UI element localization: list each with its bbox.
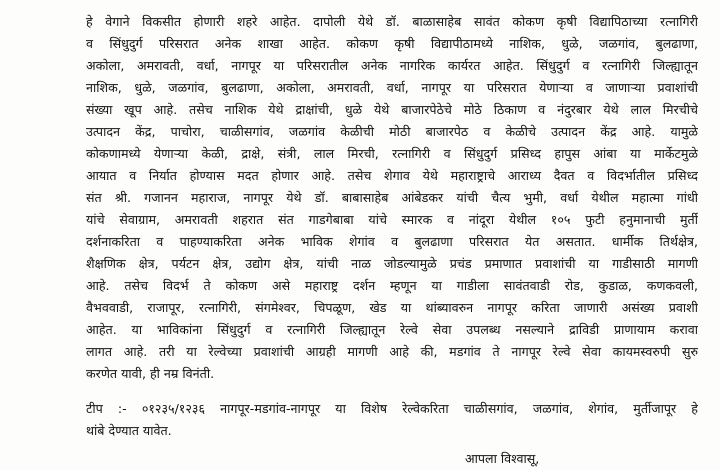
note-line-1: टीप :- ०१२३५/१२३६ नागपूर-मडगांव-नागपूर या विशेष रेल्वेकरिता चाळीसगांव, जळगांव, शेगांव, मुर्तीजापूर हे — [86, 401, 698, 416]
letter-line-17: करणेत यावी, ही नम्र विनंती. — [86, 366, 215, 381]
letter-line-2: व सिंधुदुर्ग परिसरात अनेक शाखा आहेत. कोकण कृषी विद्यापीठामध्ये नाशिक, धुळे, जळगांव, बुलढाणा, — [86, 36, 698, 51]
note-line-2: थांबे देण्यात यावेत. — [86, 423, 172, 438]
letter-line-10: यांचे सेवाग्राम, अमरावती शहरात संत गाडगेबाबा यांचे स्मारक व नांदूरा येथील १०५ फुटी हनुमानाची मुर्ती — [86, 212, 698, 227]
letter-line-11: दर्शनाकरिता व पाहण्याकरिता अनेक भाविक शेगांव व बुलढाणा परिसरात येत असतात. धार्मीक तिर्थक्षेत्र, — [86, 234, 698, 249]
letter-line-3: अकोला, अमरावती, वर्धा, नागपूर या परिसरातील अनेक नागरिक कार्यरत आहेत. सिंधुदुर्ग व रत्नागिरी जिल्ह्यातून — [86, 58, 698, 73]
letter-line-16: लागत आहे. तरी या रेल्वेच्या प्रवाशांची आग्रही मागणी आहे की, मडगांव ते नागपूर रेल्वे सेवा कायमस्वरुपी सुरु — [86, 344, 698, 359]
letter-line-14: वैभववाडी, राजापूर, रत्नागिरी, संगमेश्वर, चिपळूण, खेड या थांब्यावरुन नागपूर करिता जाणारी असंख्य प्रवाशी — [86, 300, 698, 315]
letter-line-13: आहे. तसेच विदर्भ ते कोकण असे महाराष्ट्र दर्शन म्हणून या गाडीला सावंतवाडी रोड, कुडाळ, कणकवली, — [86, 278, 698, 293]
letter-line-8: आयात व निर्यात होण्यास मदत होणार आहे. तसेच शेगाव येथे महाराष्ट्राचे आराध्य दैवत व विदर्भातील प्रसिध्द — [86, 168, 698, 183]
signoff: आपला विश्वासू, — [465, 451, 540, 466]
letter-line-9: संत श्री. गजानन महाराज, नागपूर येथे डॉ. बाबासाहेब आंबेडकर यांची चैत्य भुमी, वर्धा येथील महात्मा गांधी — [86, 190, 698, 205]
letter-line-5: संख्या खूप आहे. तसेच नाशिक येथे द्राक्षांची, धुळे येथे बाजारपेठेचे मोठे ठिकाण व नंदुरबार येथे लाल मिरचीचे — [86, 102, 698, 117]
letter-line-7: कोकणामध्ये येणाऱ्या केळी, द्राक्षे, संत्री, लाल मिरची, रत्नागिरी व सिंधुदुर्ग प्रसिध्द हापुस आंबा या मार्केटमुळे — [86, 146, 698, 161]
letter-line-1: हे वेगाने विकसीत होणारी शहरे आहेत. दापोली येथे डॉ. बाळासाहेब सावंत कोकण कृषी विद्यापिठाच्या रत्नागिरी — [86, 14, 698, 29]
letter-line-15: आहेत. या भाविकांना सिंधुदुर्ग व रत्नागिरी जिल्ह्यातून रेल्वे सेवा उपलब्ध नसल्याने द्राविडी प्राणायाम करावा — [86, 322, 698, 337]
letter-line-6: उत्पादन केंद्र, पाचोरा, चाळीसगांव, जळगांव केळीची मोठी बाजारपेठ व केळीचे उत्पादन केंद्र आहे. यामुळे — [86, 124, 698, 139]
letter-line-4: नाशिक, धुळे, जळगांव, बुलढाणा, अकोला, अमरावती, वर्धा, नागपूर या परिसरात येणाऱ्या व जाणाऱ्या प्रवाशांची — [86, 80, 698, 95]
letter-line-12: शैक्षणिक क्षेत्र, पर्यटन क्षेत्र, उद्योग क्षेत्र, यांची नाळ जोडल्यामुळे प्रचंड प्रमाणात प्रवाशांची या गाडीसाठी मागणी — [86, 256, 698, 271]
